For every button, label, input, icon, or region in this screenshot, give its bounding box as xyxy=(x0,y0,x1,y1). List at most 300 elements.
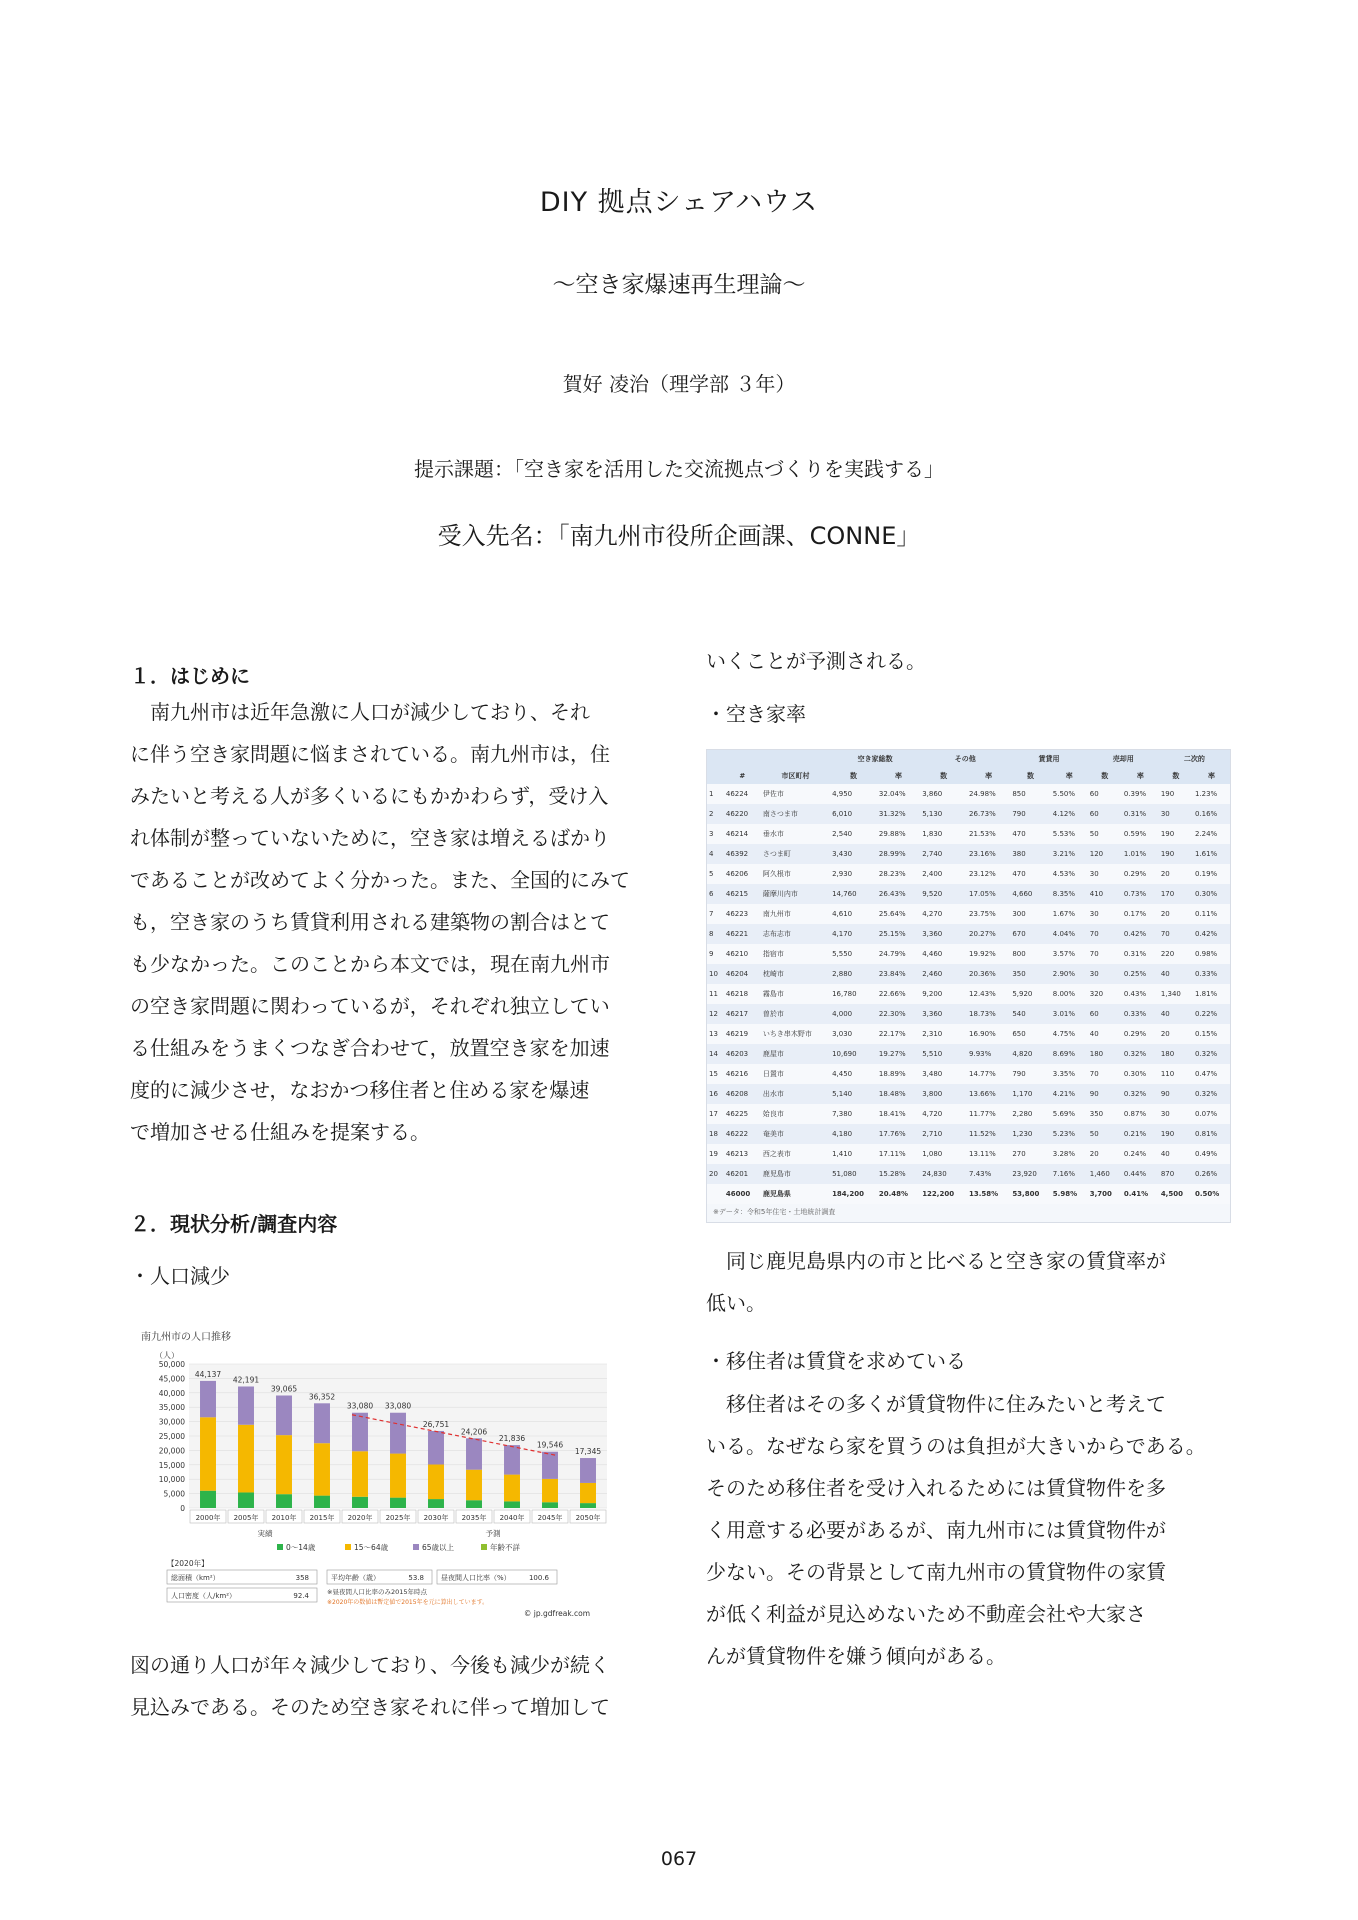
table-cell: 4,460 xyxy=(920,944,967,964)
table-row xyxy=(707,884,1230,904)
bar-segment xyxy=(276,1435,292,1494)
table-cell: 31.32% xyxy=(877,804,920,824)
table-row xyxy=(707,804,1230,824)
table-cell: 18.89% xyxy=(877,1064,920,1084)
info-label: 人口密度（人/km²） xyxy=(171,1592,237,1600)
legend-label: 15〜64歳 xyxy=(354,1543,389,1552)
bar-segment xyxy=(200,1417,216,1490)
vacancy-table xyxy=(707,750,1230,1204)
table-cell: 0.49% xyxy=(1193,1144,1230,1164)
table-cell: 470 xyxy=(1010,864,1050,884)
table-cell: 20 xyxy=(707,1164,724,1184)
table-cell: 0.29% xyxy=(1122,1024,1159,1044)
column-header[interactable]: 率 xyxy=(1051,767,1088,784)
text-line: に伴う空き家問題に悩まされている。南九州市は，住 xyxy=(130,742,610,766)
table-cell: 姶良市 xyxy=(761,1104,830,1124)
y-tick-label: 50,000 xyxy=(158,1360,185,1369)
table-cell: 190 xyxy=(1159,784,1193,804)
text-line: る仕組みをうまくつなぎ合わせて，放置空き家を加速 xyxy=(130,1036,610,1060)
text-line: 南九州市は近年急激に人口が減少しており、それ xyxy=(130,700,590,724)
y-tick-label: 45,000 xyxy=(158,1374,185,1384)
table-cell: 0.22% xyxy=(1193,1004,1230,1024)
table-cell: 40 xyxy=(1159,964,1193,984)
bar-segment xyxy=(352,1451,368,1497)
table-cell: 4,450 xyxy=(830,1064,877,1084)
table-cell: 志布志市 xyxy=(761,924,830,944)
table-cell: 10,690 xyxy=(830,1044,877,1064)
column-header[interactable]: 数 xyxy=(920,767,967,784)
table-cell: 0.15% xyxy=(1193,1024,1230,1044)
group-header: その他 xyxy=(920,750,1010,767)
table-cell: 4.75% xyxy=(1051,1024,1088,1044)
column-header[interactable]: 数 xyxy=(1159,767,1193,784)
bar-segment xyxy=(466,1500,482,1508)
y-tick-label: 35,000 xyxy=(158,1403,185,1413)
table-cell: 5,510 xyxy=(920,1044,967,1064)
table-cell: 1 xyxy=(707,784,724,804)
table-cell: 40 xyxy=(1159,1004,1193,1024)
table-cell: 22.17% xyxy=(877,1024,920,1044)
table-cell: 90 xyxy=(1159,1084,1193,1104)
bar-segment xyxy=(390,1413,406,1454)
table-cell: 0.25% xyxy=(1122,964,1159,984)
table-cell: 1.23% xyxy=(1193,784,1230,804)
table-cell: 46219 xyxy=(724,1024,761,1044)
bar-segment xyxy=(504,1475,520,1502)
table-cell: 46201 xyxy=(724,1164,761,1184)
table-cell: 46220 xyxy=(724,804,761,824)
table-cell: 46213 xyxy=(724,1144,761,1164)
table-cell: 5,550 xyxy=(830,944,877,964)
bar-segment xyxy=(314,1496,330,1508)
table-cell: 23.75% xyxy=(967,904,1010,924)
legend-label: 0〜14歳 xyxy=(286,1543,316,1552)
table-cell: 4,170 xyxy=(830,924,877,944)
group-header: 二次的 xyxy=(1159,750,1230,767)
table-cell: 2,280 xyxy=(1010,1104,1050,1124)
table-source: ※データ：令和5年住宅・土地統計調査 xyxy=(713,1208,836,1216)
y-tick-label: 40,000 xyxy=(158,1388,185,1398)
table-cell: 1,410 xyxy=(830,1144,877,1164)
table-cell: 12.43% xyxy=(967,984,1010,1004)
x-tick-label: 2000年 xyxy=(195,1514,221,1522)
table-row xyxy=(707,1084,1230,1104)
table-row xyxy=(707,1144,1230,1164)
info-value: 92.4 xyxy=(293,1592,309,1600)
bar-segment xyxy=(314,1403,330,1443)
table-cell: 46223 xyxy=(724,904,761,924)
table-cell: 3,030 xyxy=(830,1024,877,1044)
table-row xyxy=(707,1124,1230,1144)
text-line: 度的に減少させ，なおかつ移住者と住める家を爆速 xyxy=(130,1078,590,1102)
bar-segment xyxy=(314,1443,330,1495)
table-cell: 1,230 xyxy=(1010,1124,1050,1144)
table-cell: 20 xyxy=(1159,904,1193,924)
table-cell: 1.81% xyxy=(1193,984,1230,1004)
table-cell: 1,170 xyxy=(1010,1084,1050,1104)
table-cell: 15 xyxy=(707,1064,724,1084)
table-cell: 0.07% xyxy=(1193,1104,1230,1124)
table-cell: 0.17% xyxy=(1122,904,1159,924)
vacancy-commentary xyxy=(706,1240,1246,1324)
table-cell: 120 xyxy=(1088,844,1122,864)
text-line: の空き家問題に関わっているが，それぞれ独立してい xyxy=(130,994,610,1018)
text-line: も，空き家のうち賃貸利用される建築物の割合はとて xyxy=(130,910,610,934)
table-cell: 4,660 xyxy=(1010,884,1050,904)
table-cell: 20 xyxy=(1159,1024,1193,1044)
x-tick-label: 2005年 xyxy=(233,1514,259,1522)
chart-note: ※昼夜間人口比率のみ2015年時点 xyxy=(327,1588,427,1596)
bar-segment xyxy=(466,1470,482,1501)
table-row xyxy=(707,784,1230,804)
bar-segment xyxy=(352,1413,368,1452)
host-organization: 受入先名：「南九州市役所企画課、CONNE」 xyxy=(437,522,921,550)
table-cell: 20 xyxy=(1159,864,1193,884)
table-cell: 22.30% xyxy=(877,1004,920,1024)
bar-total-label: 42,191 xyxy=(232,1375,260,1385)
table-cell: 1.01% xyxy=(1122,844,1159,864)
table-cell: 16.90% xyxy=(967,1024,1010,1044)
text-line: 同じ鹿児島県内の市と比べると空き家の賃貸率が xyxy=(706,1249,1166,1273)
x-tick-label: 2015年 xyxy=(309,1514,335,1522)
table-cell: 0.73% xyxy=(1122,884,1159,904)
table-cell: 0.31% xyxy=(1122,944,1159,964)
table-cell: 7,380 xyxy=(830,1104,877,1124)
table-cell: 枕崎市 xyxy=(761,964,830,984)
table-cell: 3,860 xyxy=(920,784,967,804)
text-line: であることが改めてよく分かった。また、全国的にみて xyxy=(130,868,630,892)
table-cell: 11.52% xyxy=(967,1124,1010,1144)
table-cell: 28.99% xyxy=(877,844,920,864)
table-row xyxy=(707,904,1230,924)
group-label-actual: 実績 xyxy=(257,1529,273,1538)
table-cell: 190 xyxy=(1159,824,1193,844)
column-header[interactable]: 率 xyxy=(967,767,1010,784)
table-cell: 8 xyxy=(707,924,724,944)
bar-segment xyxy=(238,1386,254,1424)
table-cell: 11 xyxy=(707,984,724,1004)
table-cell: 20.27% xyxy=(967,924,1010,944)
table-cell: 鹿児島市 xyxy=(761,1164,830,1184)
table-cell: 30 xyxy=(1159,804,1193,824)
table-cell: 24.79% xyxy=(877,944,920,964)
y-axis-label: （人） xyxy=(155,1351,179,1360)
table-row xyxy=(707,824,1230,844)
bar-segment xyxy=(390,1498,406,1508)
table-cell: 46204 xyxy=(724,964,761,984)
table-cell: 19.92% xyxy=(967,944,1010,964)
table-cell: 380 xyxy=(1010,844,1050,864)
bar-total-label: 19,546 xyxy=(536,1440,564,1450)
text-line: も少なかった。このことから本文では，現在南九州市 xyxy=(130,952,610,976)
table-cell: 2,710 xyxy=(920,1124,967,1144)
table-cell: 870 xyxy=(1159,1164,1193,1184)
table-cell: 46000 xyxy=(724,1184,761,1204)
table-cell: 4,000 xyxy=(830,1004,877,1024)
table-cell: 46214 xyxy=(724,824,761,844)
y-tick-label: 30,000 xyxy=(158,1417,185,1427)
table-cell: 3,430 xyxy=(830,844,877,864)
table-cell: 790 xyxy=(1010,1064,1050,1084)
table-cell: 16,780 xyxy=(830,984,877,1004)
table-cell: 24.98% xyxy=(967,784,1010,804)
table-cell: 70 xyxy=(1088,944,1122,964)
table-cell: 50 xyxy=(1088,1124,1122,1144)
table-cell: 南九州市 xyxy=(761,904,830,924)
table-row xyxy=(707,1044,1230,1064)
column-header[interactable]: 率 xyxy=(1122,767,1159,784)
table-cell: 51,080 xyxy=(830,1164,877,1184)
column-header[interactable]: 数 xyxy=(1088,767,1122,784)
group-label-forecast: 予測 xyxy=(485,1529,501,1538)
table-cell: 0.24% xyxy=(1122,1144,1159,1164)
y-tick-label: 10,000 xyxy=(158,1475,185,1485)
table-cell: 3.21% xyxy=(1051,844,1088,864)
x-tick-label: 2020年 xyxy=(347,1514,373,1522)
table-cell: 46215 xyxy=(724,884,761,904)
x-tick-label: 2045年 xyxy=(537,1514,563,1522)
bar-total-label: 26,751 xyxy=(422,1419,450,1429)
table-cell: 670 xyxy=(1010,924,1050,944)
text-line: 少ない。その背景として南九州市の賃貸物件の家賃 xyxy=(706,1560,1166,1584)
table-cell: 3,480 xyxy=(920,1064,967,1084)
table-cell: 4.04% xyxy=(1051,924,1088,944)
table-row xyxy=(707,1004,1230,1024)
table-cell: 奄美市 xyxy=(761,1124,830,1144)
x-tick-label: 2030年 xyxy=(423,1514,449,1522)
bar-segment xyxy=(352,1497,368,1508)
table-cell: 170 xyxy=(1159,884,1193,904)
x-tick-label: 2040年 xyxy=(499,1514,525,1522)
table-cell: 60 xyxy=(1088,784,1122,804)
chart-note: ※2020年の数値は暫定値で2015年を元に算出しています。 xyxy=(327,1599,489,1606)
table-cell: 0.30% xyxy=(1122,1064,1159,1084)
x-tick-label: 2050年 xyxy=(575,1514,601,1522)
table-cell: 0.32% xyxy=(1193,1084,1230,1104)
bar-total-label: 39,065 xyxy=(270,1384,298,1394)
table-cell: 23.16% xyxy=(967,844,1010,864)
table-cell: 53,800 xyxy=(1010,1184,1050,1204)
table-cell: 70 xyxy=(1088,924,1122,944)
table-cell: 20.36% xyxy=(967,964,1010,984)
table-cell: 8.35% xyxy=(1051,884,1088,904)
bar-segment xyxy=(276,1494,292,1508)
text-line: 低い。 xyxy=(706,1291,766,1315)
bar-segment xyxy=(428,1465,444,1500)
table-cell: 14,760 xyxy=(830,884,877,904)
table-cell: 0.29% xyxy=(1122,864,1159,884)
table-cell: 40 xyxy=(1088,1024,1122,1044)
table-cell: 0.33% xyxy=(1122,1004,1159,1024)
table-cell: 0.81% xyxy=(1193,1124,1230,1144)
table-cell: 2.24% xyxy=(1193,824,1230,844)
table-cell: 5,130 xyxy=(920,804,967,824)
table-cell: 90 xyxy=(1088,1084,1122,1104)
legend-label: 65歳以上 xyxy=(422,1543,455,1552)
table-cell: 5.53% xyxy=(1051,824,1088,844)
info-label: 昼夜間人口比率（%） xyxy=(441,1574,511,1582)
table-cell: 14.77% xyxy=(967,1064,1010,1084)
bar-segment xyxy=(580,1483,596,1503)
table-row xyxy=(707,944,1230,964)
table-cell: 0.11% xyxy=(1193,904,1230,924)
info-value: 358 xyxy=(295,1574,309,1582)
table-cell: 23.84% xyxy=(877,964,920,984)
table-cell: 60 xyxy=(1088,1004,1122,1024)
migrants-paragraph xyxy=(706,1383,1246,1677)
bar-total-label: 33,080 xyxy=(384,1401,412,1411)
table-cell: 2 xyxy=(707,804,724,824)
vacancy-table-figure xyxy=(706,749,1231,1223)
table-cell: 790 xyxy=(1010,804,1050,824)
table-cell: 46224 xyxy=(724,784,761,804)
bar-segment xyxy=(200,1381,216,1417)
bar-segment xyxy=(580,1458,596,1483)
text-line: 図の通り人口が年々減少しており、今後も減少が続く xyxy=(130,1653,610,1677)
table-cell: 16 xyxy=(707,1084,724,1104)
table-cell: 540 xyxy=(1010,1004,1050,1024)
table-cell: 0.32% xyxy=(1122,1084,1159,1104)
bar-segment xyxy=(200,1491,216,1508)
table-cell: 0.44% xyxy=(1122,1164,1159,1184)
table-cell: 60 xyxy=(1088,804,1122,824)
table-cell: 8.69% xyxy=(1051,1044,1088,1064)
column-header[interactable]: 率 xyxy=(877,767,920,784)
table-cell: 薩摩川内市 xyxy=(761,884,830,904)
column-header[interactable]: 率 xyxy=(1193,767,1230,784)
table-cell: 0.41% xyxy=(1122,1184,1159,1204)
table-cell: 垂水市 xyxy=(761,824,830,844)
text-line: 移住者はその多くが賃貸物件に住みたいと考えて xyxy=(706,1392,1166,1416)
table-cell: 28.23% xyxy=(877,864,920,884)
table-cell: 3 xyxy=(707,824,724,844)
column-header[interactable]: 市区町村 xyxy=(761,767,830,784)
bar-segment xyxy=(542,1502,558,1508)
table-cell: 17.11% xyxy=(877,1144,920,1164)
bar-segment xyxy=(466,1438,482,1469)
table-cell: 26.43% xyxy=(877,884,920,904)
table-cell: 70 xyxy=(1088,1064,1122,1084)
table-cell: 霧島市 xyxy=(761,984,830,1004)
table-cell: 17.05% xyxy=(967,884,1010,904)
author: 賀好 凌治（理学部 ３年） xyxy=(562,372,796,396)
table-cell: 30 xyxy=(1088,864,1122,884)
table-cell: 5 xyxy=(707,864,724,884)
table-cell: 22.66% xyxy=(877,984,920,1004)
table-row xyxy=(707,964,1230,984)
table-cell: 10 xyxy=(707,964,724,984)
table-cell: 0.32% xyxy=(1193,1044,1230,1064)
table-cell: 0.21% xyxy=(1122,1124,1159,1144)
bullet-vacancy-rate: ・空き家率 xyxy=(706,702,806,726)
table-cell: 0.31% xyxy=(1122,804,1159,824)
table-cell: 南さつま市 xyxy=(761,804,830,824)
table-cell: 46218 xyxy=(724,984,761,1004)
table-cell: 320 xyxy=(1088,984,1122,1004)
table-cell: 4,720 xyxy=(920,1104,967,1124)
bar-segment xyxy=(580,1503,596,1508)
table-cell: 3,800 xyxy=(920,1084,967,1104)
table-cell: 13.11% xyxy=(967,1144,1010,1164)
table-row xyxy=(707,864,1230,884)
table-cell: 5.98% xyxy=(1051,1184,1088,1204)
bar-segment xyxy=(542,1452,558,1479)
text-line: そのため移住者を受け入れるためには賃貸物件を多 xyxy=(706,1476,1166,1500)
bar-total-label: 36,352 xyxy=(308,1392,336,1402)
table-cell: 0.16% xyxy=(1193,804,1230,824)
table-cell: 46216 xyxy=(724,1064,761,1084)
table-cell: 850 xyxy=(1010,784,1050,804)
table-cell: 日置市 xyxy=(761,1064,830,1084)
column-header[interactable]: 数 xyxy=(1010,767,1050,784)
info-value: 100.6 xyxy=(528,1574,549,1582)
table-cell: 0.59% xyxy=(1122,824,1159,844)
table-cell: 180 xyxy=(1159,1044,1193,1064)
column-header[interactable]: 数 xyxy=(830,767,877,784)
table-cell: 0.50% xyxy=(1193,1184,1230,1204)
bullet-migrants: ・移住者は賃貸を求めている xyxy=(706,1349,966,1373)
table-cell: 4,950 xyxy=(830,784,877,804)
table-cell: 25.15% xyxy=(877,924,920,944)
table-cell: 350 xyxy=(1088,1104,1122,1124)
table-cell: 30 xyxy=(1159,1104,1193,1124)
table-cell: 3,360 xyxy=(920,1004,967,1024)
table-cell: 13 xyxy=(707,1024,724,1044)
table-cell: 出水市 xyxy=(761,1084,830,1104)
chart-credit: © jp.gdfreak.com xyxy=(523,1609,591,1618)
table-cell: 14 xyxy=(707,1044,724,1064)
table-cell: 6,010 xyxy=(830,804,877,824)
y-tick-label: 5,000 xyxy=(163,1489,185,1499)
table-cell: 26.73% xyxy=(967,804,1010,824)
table-cell: 4.53% xyxy=(1051,864,1088,884)
table-cell: 鹿児島県 xyxy=(761,1184,830,1204)
bar-segment xyxy=(390,1454,406,1498)
legend-swatch xyxy=(345,1544,351,1550)
column-header[interactable]: # xyxy=(724,767,761,784)
table-row xyxy=(707,1104,1230,1124)
table-cell: 23.12% xyxy=(967,864,1010,884)
table-cell: 46225 xyxy=(724,1104,761,1124)
table-cell: 1,340 xyxy=(1159,984,1193,1004)
text-line: く用意する必要があるが、南九州市には賃貸物件が xyxy=(706,1518,1166,1542)
table-cell: 2,460 xyxy=(920,964,967,984)
table-cell: 4,820 xyxy=(1010,1044,1050,1064)
table-cell: 0.33% xyxy=(1193,964,1230,984)
table-cell: 30 xyxy=(1088,904,1122,924)
table-cell: 18.73% xyxy=(967,1004,1010,1024)
table-cell: 5.69% xyxy=(1051,1104,1088,1124)
intro-paragraph xyxy=(130,691,660,1153)
table-cell: 5.23% xyxy=(1051,1124,1088,1144)
table-row xyxy=(707,1064,1230,1084)
table-cell: 0.87% xyxy=(1122,1104,1159,1124)
table-cell: 5.50% xyxy=(1051,784,1088,804)
table-cell: 184,200 xyxy=(830,1184,877,1204)
bar-segment xyxy=(504,1445,520,1474)
table-cell: 4,500 xyxy=(1159,1184,1193,1204)
bar-segment xyxy=(238,1492,254,1508)
table-cell: 12 xyxy=(707,1004,724,1024)
table-cell: 1,460 xyxy=(1088,1164,1122,1184)
table-cell: 46217 xyxy=(724,1004,761,1024)
bar-total-label: 33,080 xyxy=(346,1401,374,1411)
table-cell: 3,700 xyxy=(1088,1184,1122,1204)
table-cell: 650 xyxy=(1010,1024,1050,1044)
table-cell: 2,930 xyxy=(830,864,877,884)
text-line: が低く利益が見込めないため不動産会社や大家さ xyxy=(706,1602,1146,1626)
legend-swatch xyxy=(413,1544,419,1550)
